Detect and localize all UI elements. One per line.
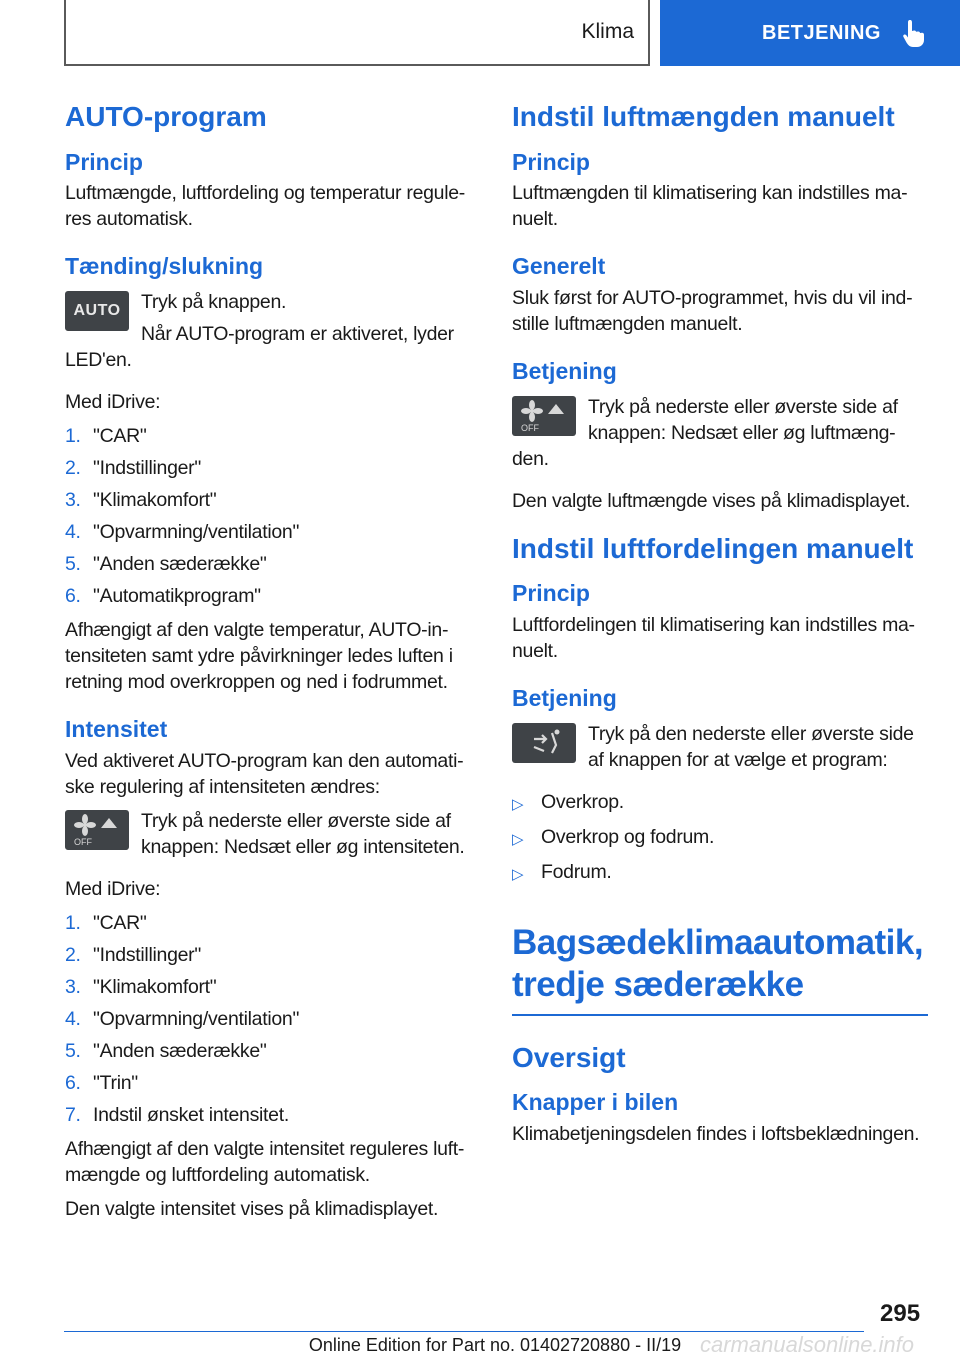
list-item: 3. "Klimakomfort": [65, 489, 217, 512]
section-title: BETJENING: [762, 21, 881, 44]
betjening2-button-row: [512, 721, 928, 779]
intensitet-heading: Intensitet: [65, 716, 168, 743]
list-item: 4. "Opvarmning/ventilation": [65, 1007, 300, 1030]
bagsaede-title: Bagsædeklimaautomatik, tredje sæderække: [512, 922, 928, 1016]
luftmaengde-title: Indstil luftmængden manuelt: [512, 101, 895, 132]
auto-button-row: [65, 289, 480, 379]
list-item: 6. "Automatikprogram": [65, 585, 261, 608]
list-item: 4. "Opvarmning/ventilation": [65, 521, 300, 544]
edition-text: Online Edition for Part no. 01402720880 - II/19: [308, 1335, 682, 1355]
list-item: 7. Indstil ønsket intensitet.: [65, 1103, 289, 1126]
air-distribution-icon: [512, 723, 576, 763]
pointing-hand-icon: [901, 18, 927, 48]
betjening-button-row: [512, 394, 928, 478]
auto-button-label: AUTO: [73, 302, 121, 320]
list-item: 3. "Klimakomfort": [65, 975, 217, 998]
fan-button-image-right: [512, 396, 576, 436]
princip-heading-right: Princip: [512, 148, 590, 175]
generelt-text: Sluk først for AUTO-programmet, hvis du vil ind-stille luftmængden manuelt.: [512, 287, 913, 336]
list-item: 5. "Anden sæderække": [65, 1039, 267, 1062]
header-section-tab: [660, 0, 960, 66]
knapper-heading: Knapper i bilen: [512, 1088, 679, 1115]
oversigt-heading: Oversigt: [512, 1041, 626, 1073]
list-item: ▷ Overkrop.: [512, 789, 928, 818]
page-number: 295: [880, 1300, 921, 1327]
steps-list-2: [65, 910, 480, 1128]
watermark: carmanualsonline.info: [700, 1332, 915, 1357]
knapper-text: Klimabetjeningsdelen findes i loftsbeklædningen.: [512, 1122, 920, 1145]
svg-text:OFF: OFF: [74, 836, 92, 847]
list-item: 1. "CAR": [65, 911, 147, 934]
left-column: [65, 100, 480, 1230]
betjening2-heading: Betjening: [512, 685, 617, 712]
betjening-text: Tryk på nederste eller øverste side af knappen: Nedsæt eller øg luftmæng-den.: [512, 395, 898, 470]
princip-heading: Princip: [65, 148, 143, 175]
intensitet-text: Ved aktiveret AUTO-program kan den automati-ske regulering af intensiteten ændres:: [65, 749, 464, 798]
list-item: 5. "Anden sæderække": [65, 553, 267, 576]
betjening2-text: Tryk på den nederste eller øverste side af knappen for at vælge et program:: [588, 722, 914, 771]
list-item: 6. "Trin": [65, 1071, 138, 1094]
steps-list-1: [65, 423, 480, 609]
princip-text: Luftmængde, luftfordeling og temperatur regule-res automatisk.: [65, 182, 465, 231]
betjening-heading: Betjening: [512, 358, 617, 385]
triangle-bullet-icon: ▷: [512, 865, 524, 883]
right-column: [512, 100, 928, 1155]
taending-heading: Tænding/slukning: [65, 253, 264, 280]
list-item: ▷ Overkrop og fodrum.: [512, 824, 928, 853]
princip2-heading: Princip: [512, 580, 590, 607]
auto-text-2: Når AUTO-program er aktiveret, lyder LED'en.: [65, 323, 454, 372]
list-item: ▷ Fodrum.: [512, 859, 928, 888]
svg-text:OFF: OFF: [521, 422, 539, 433]
list-item: 2. "Indstillinger": [65, 943, 201, 966]
idrive-label-2: Med iDrive:: [65, 877, 161, 900]
idrive-label-1: Med iDrive:: [65, 391, 161, 414]
princip2-text: Luftfordelingen til klimatisering kan indstilles ma-nuelt.: [512, 614, 915, 663]
auto-description: Afhængigt af den valgte temperatur, AUTO-in-tensiteten samt ydre påvirkninger ledes luften i retning mod overkroppen og ned i fodrummet.: [65, 619, 453, 694]
list-item: 1. "CAR": [65, 425, 147, 448]
fan-button-image: [65, 810, 129, 850]
intensitet-desc-2: Den valgte intensitet vises på klimadisplayet.: [65, 1197, 439, 1220]
triangle-bullet-icon: ▷: [512, 795, 524, 813]
auto-program-title: AUTO-program: [65, 101, 267, 132]
auto-text-1: Tryk på knappen.: [141, 291, 287, 314]
list-item: 2. "Indstillinger": [65, 457, 201, 480]
program-list: [512, 789, 928, 888]
triangle-bullet-icon: ▷: [512, 830, 524, 848]
generelt-heading: Generelt: [512, 253, 606, 280]
intensitet-desc-1: Afhængigt af den valgte intensitet reguleres luft-mængde og luftfordeling automatisk.: [65, 1137, 465, 1186]
fan-off-arrow-icon: [512, 396, 576, 436]
auto-button-image: [65, 291, 129, 331]
air-distribution-button-image: [512, 723, 576, 763]
chapter-title: Klima: [581, 20, 634, 43]
luftfordeling-title: Indstil luftfordelingen manuelt: [512, 532, 914, 564]
intensitet-button-row: [65, 808, 480, 866]
princip-text-right: Luftmængden til klimatisering kan indstilles ma-nuelt.: [512, 182, 908, 231]
header-chapter-box: [64, 0, 650, 66]
fan-off-arrow-icon: [65, 810, 129, 850]
display-text: Den valgte luftmængde vises på klimadisplayet.: [512, 489, 911, 512]
intensitet-button-text: Tryk på nederste eller øverste side af knappen: Nedsæt eller øg intensiteten.: [141, 809, 465, 858]
